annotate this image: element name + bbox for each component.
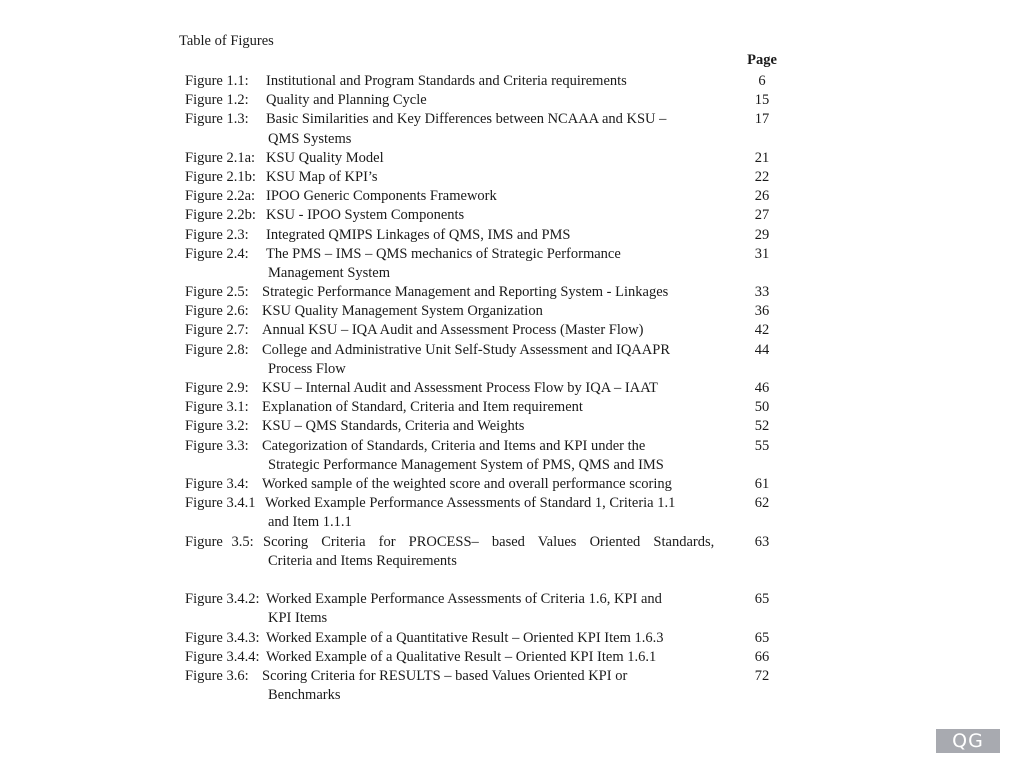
toc-entry[interactable] <box>0 110 1024 148</box>
figure-title: Integrated QMIPS Linkages of QMS, IMS and PMS <box>266 226 571 243</box>
page-number: 6 <box>758 73 766 89</box>
figure-title: Worked Example of a Quantitative Result – Oriented KPI Item 1.6.3 <box>266 629 664 646</box>
toc-title: Table of Figures <box>179 33 274 49</box>
figure-number: Figure 2.6: <box>185 303 249 320</box>
figure-title: Scoring Criteria for RESULTS – based Values Oriented KPI or <box>262 667 628 684</box>
figure-title: KSU – QMS Standards, Criteria and Weights <box>262 418 525 435</box>
toc-entry[interactable] <box>0 341 1024 379</box>
figure-title: Worked Example of a Qualitative Result – Oriented KPI Item 1.6.1 <box>266 648 657 665</box>
page-number: 27 <box>754 207 770 224</box>
figure-number: Figure 3.2: <box>185 418 249 435</box>
figure-number: Figure 2.5: <box>185 284 249 301</box>
page-number: 44 <box>754 341 770 358</box>
figure-title: Strategic Performance Management and Reporting System - Linkages <box>262 284 669 301</box>
figure-title: Worked sample of the weighted score and overall performance scoring <box>262 476 672 492</box>
figure-title: Worked Example Performance Assessments of Standard 1, Criteria 1.1 <box>265 495 676 512</box>
toc-entry[interactable] <box>0 72 1024 91</box>
page-number: 42 <box>754 322 770 339</box>
figure-number: Figure 2.8: <box>185 341 249 358</box>
page-number: 15 <box>754 92 770 109</box>
page-number: 65 <box>754 591 770 608</box>
page-number: 62 <box>754 495 770 512</box>
figure-number: Figure 3.3: <box>185 437 249 454</box>
figure-title: KSU - IPOO System Components <box>266 207 465 224</box>
page-number: 31 <box>754 245 770 262</box>
figure-number: Figure 2.4: <box>185 245 249 262</box>
toc-entry[interactable] <box>0 379 1024 398</box>
figure-title-continuation: Benchmarks <box>268 687 341 704</box>
page-number: 72 <box>754 667 770 684</box>
figure-number: Figure 3.6: <box>185 667 249 684</box>
figure-title: College and Administrative Unit Self-Study Assessment and IQAAPR <box>262 341 670 358</box>
figure-title: IPOO Generic Components Framework <box>266 188 497 205</box>
toc-entry[interactable] <box>0 149 1024 168</box>
figure-number: Figure 1.3: <box>185 111 249 128</box>
qg-badge[interactable]: QG <box>936 729 1000 753</box>
toc-entry[interactable] <box>0 648 1024 667</box>
figure-title: KSU – Internal Audit and Assessment Process Flow by IQA – IAAT <box>262 380 658 397</box>
figure-number: Figure 3.4.4: <box>185 648 260 665</box>
page-number: 29 <box>754 226 770 243</box>
page-number: 61 <box>754 476 770 492</box>
figure-title: Quality and Planning Cycle <box>266 92 427 109</box>
figure-number: Figure 3.1: <box>185 399 249 416</box>
figure-title-continuation: and Item 1.1.1 <box>268 514 352 531</box>
page-number: 33 <box>754 284 770 301</box>
toc-entry[interactable] <box>0 321 1024 340</box>
page-number: 52 <box>754 418 770 435</box>
page-number: 17 <box>754 111 770 128</box>
toc-entry[interactable] <box>0 302 1024 321</box>
toc-entry[interactable] <box>0 245 1024 283</box>
toc-entry[interactable] <box>0 398 1024 417</box>
toc-entry[interactable] <box>0 187 1024 206</box>
toc-entry[interactable] <box>0 437 1024 475</box>
toc-entry[interactable] <box>0 533 1024 591</box>
figure-number: Figure 2.9: <box>185 380 249 397</box>
toc-entry[interactable] <box>0 494 1024 532</box>
toc-entry[interactable] <box>0 667 1024 705</box>
page-number: 66 <box>754 648 770 665</box>
figure-number: Figure 2.2a: <box>185 188 256 205</box>
page-number: 46 <box>754 380 770 397</box>
figure-title: The PMS – IMS – QMS mechanics of Strategic Performance <box>266 245 621 262</box>
toc-entry[interactable] <box>0 91 1024 110</box>
toc-entry[interactable] <box>0 283 1024 302</box>
figure-title-continuation: QMS Systems <box>268 130 352 147</box>
toc-entry[interactable] <box>0 226 1024 245</box>
figure-title-continuation: Strategic Performance Management System of PMS, QMS and IMS <box>268 456 664 473</box>
figure-number: Figure 3.4.2: <box>185 591 260 608</box>
page-number: 22 <box>754 168 770 185</box>
toc-entry[interactable] <box>0 168 1024 187</box>
figure-number: Figure 2.3: <box>185 226 249 243</box>
figure-number: Figure 2.1a: <box>185 149 256 166</box>
figure-number: Figure 1.2: <box>185 92 249 109</box>
toc-entry[interactable] <box>0 206 1024 225</box>
figure-number: Figure 3.4.3: <box>185 629 260 646</box>
figure-number: Figure 2.2b: <box>185 207 256 224</box>
figure-title-continuation: Criteria and Items Requirements <box>268 552 457 569</box>
figure-number: Figure 2.1b: <box>185 168 256 185</box>
figure-number: Figure 3.4.1 <box>185 495 256 512</box>
figure-title-continuation: Process Flow <box>268 360 346 377</box>
toc-entry[interactable] <box>0 629 1024 648</box>
table-of-figures <box>0 72 1024 705</box>
figure-title: Categorization of Standards, Criteria and Items and KPI under the <box>262 437 646 454</box>
figure-title: Worked Example Performance Assessments of Criteria 1.6, KPI and <box>266 591 662 608</box>
figure-number: Figure 1.1: <box>185 73 249 89</box>
figure-title: Explanation of Standard, Criteria and Item requirement <box>262 399 583 416</box>
figure-number: Figure 3.5: <box>185 533 254 550</box>
page-number: 50 <box>754 399 770 416</box>
figure-title: Scoring Criteria for PROCESS– based Values Oriented Standards, <box>263 533 715 550</box>
page-number: 65 <box>754 629 770 646</box>
figure-title: Annual KSU – IQA Audit and Assessment Process (Master Flow) <box>262 322 644 339</box>
page-number: 36 <box>754 303 770 320</box>
figure-title-continuation: KPI Items <box>268 610 328 627</box>
figure-title: KSU Quality Management System Organization <box>262 303 543 320</box>
figure-number: Figure 3.4: <box>185 476 249 492</box>
figure-title: Basic Similarities and Key Differences between NCAAA and KSU – <box>266 111 667 128</box>
figure-title-continuation: Management System <box>268 264 391 281</box>
page-number: 55 <box>754 437 770 454</box>
figure-title: KSU Quality Model <box>266 149 384 166</box>
toc-entry[interactable] <box>0 417 1024 436</box>
toc-entry[interactable] <box>0 590 1024 628</box>
figure-title: Institutional and Program Standards and Criteria requirements <box>266 73 627 89</box>
page-number: 21 <box>754 149 770 166</box>
toc-entry[interactable] <box>0 475 1024 494</box>
figure-title: KSU Map of KPI’s <box>266 168 378 185</box>
page-column-header: Page <box>747 52 777 68</box>
page-number: 26 <box>754 188 770 205</box>
page-number: 63 <box>754 533 770 550</box>
figure-number: Figure 2.7: <box>185 322 249 339</box>
